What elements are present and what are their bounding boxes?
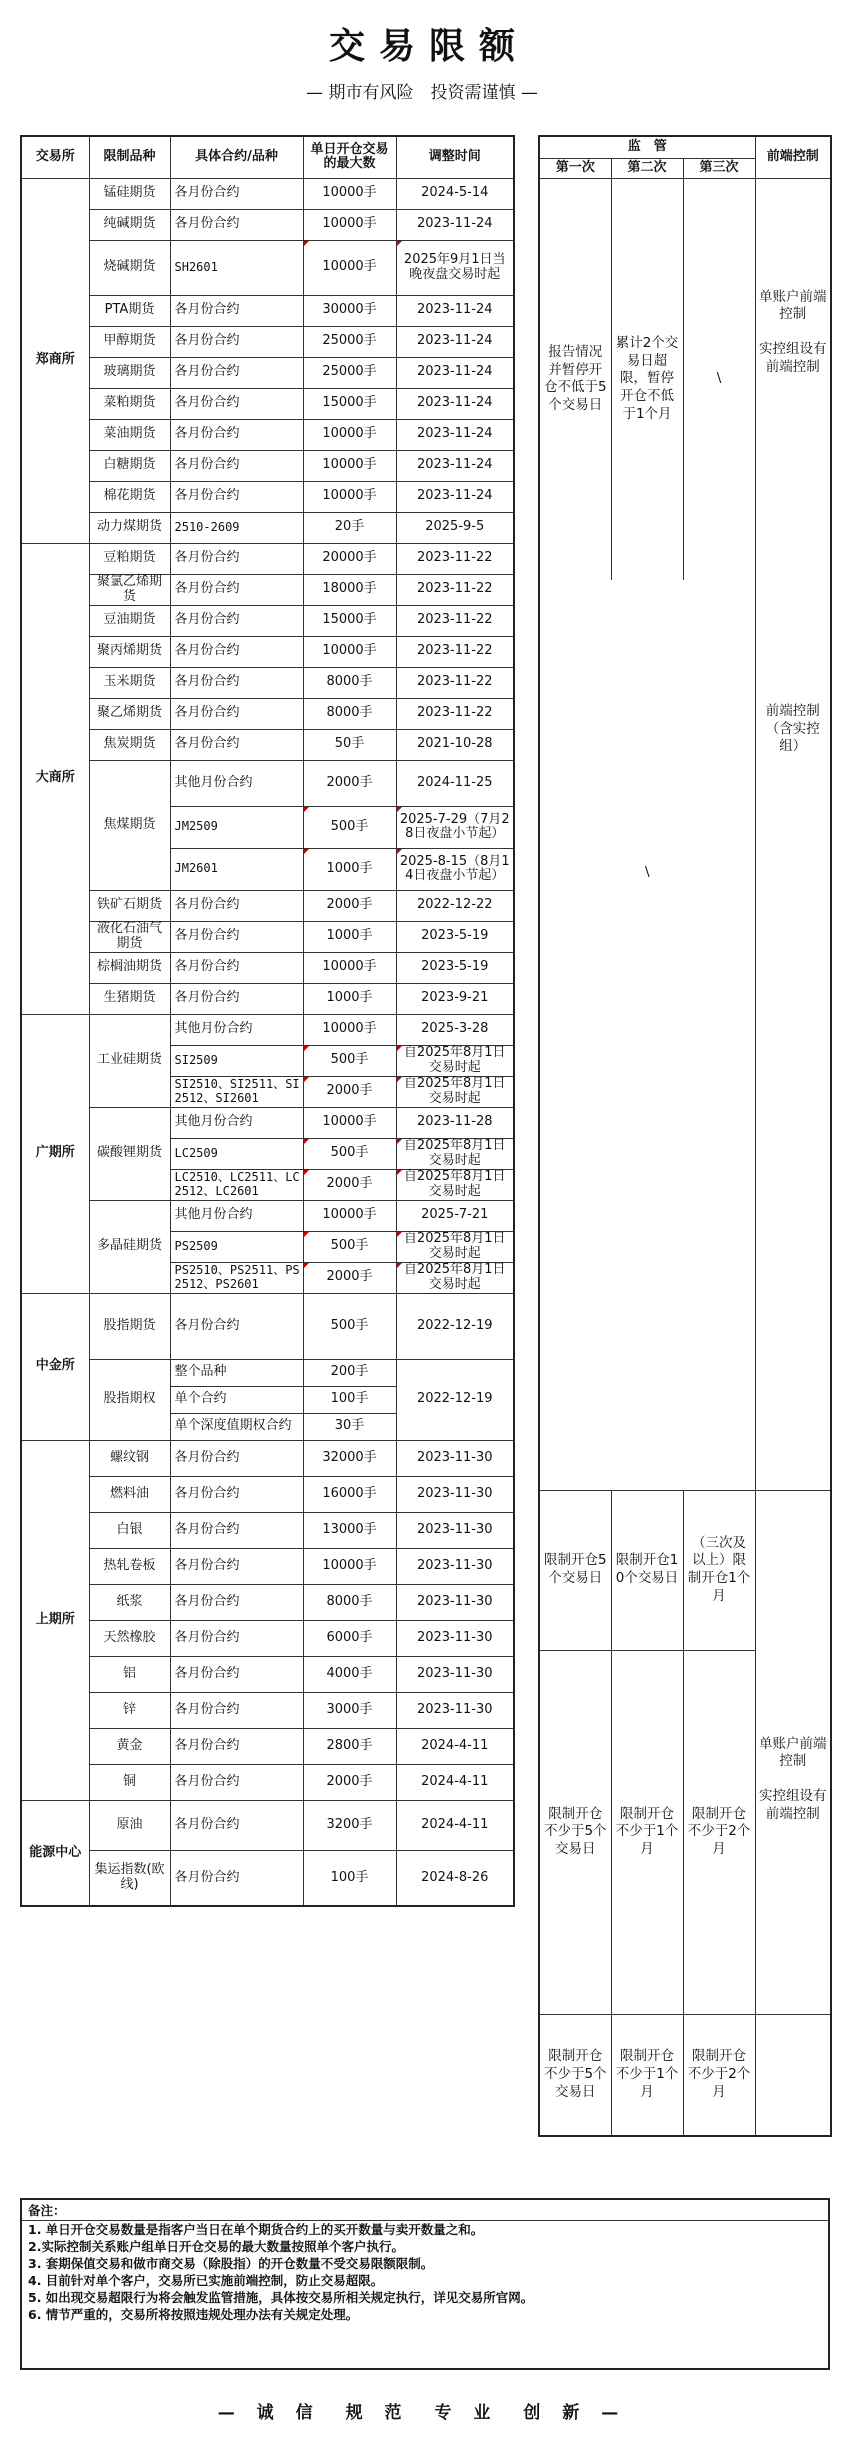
page-title: 交易限额 bbox=[328, 26, 529, 67]
header-exchange: 交易所 bbox=[21, 136, 89, 178]
date-cell: 自2025年8月1日交易时起 bbox=[396, 1138, 514, 1169]
contract-cell: 各月份合约 bbox=[170, 481, 303, 512]
date-cell: 2023-11-30 bbox=[396, 1620, 514, 1656]
limit-cell: 500手 bbox=[303, 1293, 396, 1359]
variety-cell: 燃料油 bbox=[89, 1476, 170, 1512]
contract-cell: 各月份合约 bbox=[170, 357, 303, 388]
variety-cell: 纯碱期货 bbox=[89, 209, 170, 240]
limit-cell: 10000手 bbox=[303, 178, 396, 209]
zce-front-text: 单账户前端控制 实控组设有前端控制 bbox=[759, 288, 827, 375]
variety-cell: 天然橡胶 bbox=[89, 1620, 170, 1656]
ine-first: 限制开仓不少于5个交易日 bbox=[539, 2014, 611, 2136]
limit-cell: 2000手 bbox=[303, 1169, 396, 1200]
notes-lines bbox=[22, 2221, 828, 2323]
variety-cell: 铝 bbox=[89, 1656, 170, 1692]
shfe-second: 限制开仓不少于1个月 bbox=[611, 1650, 683, 2014]
contract-cell: 各月份合约 bbox=[170, 1512, 303, 1548]
variety-cell: 白糖期货 bbox=[89, 450, 170, 481]
date-cell: 2023-11-22 bbox=[396, 698, 514, 729]
variety-cell: 热轧卷板 bbox=[89, 1548, 170, 1584]
table-row bbox=[21, 698, 514, 729]
limit-cell: 3000手 bbox=[303, 1692, 396, 1728]
limit-cell: 500手 bbox=[303, 1138, 396, 1169]
table-row bbox=[21, 1850, 514, 1906]
table-row bbox=[21, 921, 514, 952]
date-cell: 自2025年8月1日交易时起 bbox=[396, 1231, 514, 1262]
table-row bbox=[21, 667, 514, 698]
table-row bbox=[21, 729, 514, 760]
table-row bbox=[21, 512, 514, 543]
shfe-third: 限制开仓不少于2个月 bbox=[683, 1650, 755, 2014]
contract-cell: 各月份合约 bbox=[170, 209, 303, 240]
page-footer: — 诚 信 规 范 专 业 创 新 — bbox=[217, 2403, 627, 2423]
table-row bbox=[21, 1764, 514, 1800]
date-cell: 2025-7-29（7月28日夜盘小节起） bbox=[396, 806, 514, 848]
shfe-first: 限制开仓不少于5个交易日 bbox=[539, 1650, 611, 2014]
date-cell: 2023-11-22 bbox=[396, 543, 514, 574]
date-cell: 2023-11-24 bbox=[396, 481, 514, 512]
variety-cell: 螺纹钢 bbox=[89, 1440, 170, 1476]
cffex-third: （三次及以上）限制开仓1个月 bbox=[683, 1490, 755, 1650]
note-line: 1. 单日开仓交易数量是指客户当日在单个期货合约上的买开数量与卖开数量之和。 bbox=[28, 2222, 484, 2237]
limit-cell: 16000手 bbox=[303, 1476, 396, 1512]
date-cell: 2023-11-24 bbox=[396, 388, 514, 419]
contract-cell: 各月份合约 bbox=[170, 178, 303, 209]
table-row bbox=[21, 1620, 514, 1656]
table-row bbox=[21, 983, 514, 1014]
limit-cell: 10000手 bbox=[303, 1014, 396, 1045]
shfe-front bbox=[755, 703, 831, 2014]
contract-cell: 各月份合约 bbox=[170, 543, 303, 574]
limit-cell: 2000手 bbox=[303, 890, 396, 921]
table-row bbox=[21, 178, 514, 209]
limit-cell: 30手 bbox=[303, 1413, 396, 1440]
table-row bbox=[21, 1440, 514, 1476]
contract-cell: 各月份合约 bbox=[170, 1293, 303, 1359]
contract-cell: 各月份合约 bbox=[170, 1620, 303, 1656]
dce-gfex-monitor: \ bbox=[539, 580, 755, 1166]
table-row bbox=[21, 1728, 514, 1764]
contract-cell: 各月份合约 bbox=[170, 1584, 303, 1620]
date-cell: 2023-11-24 bbox=[396, 357, 514, 388]
zce-first: 报告情况并暂停开仓不低于5个交易日 bbox=[539, 178, 611, 580]
limit-cell: 10000手 bbox=[303, 1548, 396, 1584]
dce-front-text: 前端控制（含实控组） bbox=[765, 703, 820, 755]
contract-cell: 其他月份合约 bbox=[170, 1014, 303, 1045]
date-cell: 2023-11-30 bbox=[396, 1440, 514, 1476]
limit-cell: 32000手 bbox=[303, 1440, 396, 1476]
variety-cell: 液化石油气期货 bbox=[89, 921, 170, 952]
header-second: 第二次 bbox=[611, 158, 683, 178]
contract-cell: PS2510、PS2511、PS2512、PS2601 bbox=[170, 1262, 303, 1293]
ine-second: 限制开仓不少于1个月 bbox=[611, 2014, 683, 2136]
table-row bbox=[21, 326, 514, 357]
exchange-cell: 大商所 bbox=[21, 543, 89, 1014]
variety-cell: 碳酸锂期货 bbox=[89, 1107, 170, 1200]
limit-cell: 10000手 bbox=[303, 240, 396, 295]
variety-cell: 烧碱期货 bbox=[89, 240, 170, 295]
note-line: 6. 情节严重的，交易所将按照违规处理办法有关规定处理。 bbox=[28, 2307, 359, 2322]
date-cell: 2025-3-28 bbox=[396, 1014, 514, 1045]
variety-cell: 股指期权 bbox=[89, 1359, 170, 1440]
limit-cell: 25000手 bbox=[303, 326, 396, 357]
contract-cell: 各月份合约 bbox=[170, 1850, 303, 1906]
exchange-cell: 中金所 bbox=[21, 1293, 89, 1440]
limit-cell: 10000手 bbox=[303, 481, 396, 512]
limit-cell: 18000手 bbox=[303, 574, 396, 605]
date-cell: 2025-8-15（8月14日夜盘小节起） bbox=[396, 848, 514, 890]
date-cell: 2023-11-22 bbox=[396, 574, 514, 605]
contract-cell: 其他月份合约 bbox=[170, 1107, 303, 1138]
variety-cell: 焦炭期货 bbox=[89, 729, 170, 760]
contract-cell: SI2510、SI2511、SI2512、SI2601 bbox=[170, 1076, 303, 1107]
table-row bbox=[21, 760, 514, 806]
table-row bbox=[21, 952, 514, 983]
limit-cell: 13000手 bbox=[303, 1512, 396, 1548]
limit-cell: 2000手 bbox=[303, 1262, 396, 1293]
variety-cell: 玉米期货 bbox=[89, 667, 170, 698]
ine-third: 限制开仓不少于2个月 bbox=[683, 2014, 755, 2136]
contract-cell: 各月份合约 bbox=[170, 326, 303, 357]
limit-cell: 10000手 bbox=[303, 419, 396, 450]
contract-cell: SI2509 bbox=[170, 1045, 303, 1076]
table-row bbox=[21, 1512, 514, 1548]
notes-title: 备注： bbox=[22, 2200, 828, 2221]
table-row bbox=[21, 890, 514, 921]
limit-cell: 20手 bbox=[303, 512, 396, 543]
contract-cell: 各月份合约 bbox=[170, 636, 303, 667]
limit-cell: 1000手 bbox=[303, 848, 396, 890]
limit-cell: 15000手 bbox=[303, 388, 396, 419]
limit-cell: 1000手 bbox=[303, 983, 396, 1014]
variety-cell: 棉花期货 bbox=[89, 481, 170, 512]
limit-cell: 100手 bbox=[303, 1850, 396, 1906]
contract-cell: 各月份合约 bbox=[170, 890, 303, 921]
header-variety: 限制品种 bbox=[89, 136, 170, 178]
variety-cell: 生猪期货 bbox=[89, 983, 170, 1014]
variety-cell: 白银 bbox=[89, 1512, 170, 1548]
contract-cell: LC2509 bbox=[170, 1138, 303, 1169]
header-limit: 单日开仓交易的最大数 bbox=[303, 136, 396, 178]
table-row bbox=[21, 240, 514, 295]
table-row bbox=[21, 574, 514, 605]
date-cell: 2023-11-30 bbox=[396, 1584, 514, 1620]
date-cell: 2023-11-30 bbox=[396, 1548, 514, 1584]
contract-cell: 整个品种 bbox=[170, 1359, 303, 1386]
table-row bbox=[21, 1692, 514, 1728]
contract-cell: 各月份合约 bbox=[170, 952, 303, 983]
variety-cell: 锰硅期货 bbox=[89, 178, 170, 209]
date-cell: 2023-5-19 bbox=[396, 952, 514, 983]
contract-cell: 各月份合约 bbox=[170, 667, 303, 698]
contract-cell: LC2510、LC2511、LC2512、LC2601 bbox=[170, 1169, 303, 1200]
variety-cell: 锌 bbox=[89, 1692, 170, 1728]
date-cell: 2022-12-19 bbox=[396, 1293, 514, 1359]
header-frontend: 前端控制 bbox=[755, 136, 831, 178]
contract-cell: 各月份合约 bbox=[170, 1476, 303, 1512]
contract-cell: 各月份合约 bbox=[170, 1440, 303, 1476]
gfex-blank bbox=[539, 1166, 755, 1490]
limit-cell: 10000手 bbox=[303, 636, 396, 667]
zce-front bbox=[755, 178, 831, 1490]
contract-cell: 各月份合约 bbox=[170, 574, 303, 605]
limit-cell: 8000手 bbox=[303, 698, 396, 729]
date-cell: 2023-11-28 bbox=[396, 1107, 514, 1138]
note-line: 5. 如出现交易超限行为将会触发监管措施，具体按交易所相关规定执行，详见交易所官网。 bbox=[28, 2290, 534, 2305]
variety-cell: 工业硅期货 bbox=[89, 1014, 170, 1107]
variety-cell: 原油 bbox=[89, 1800, 170, 1850]
limit-table bbox=[20, 135, 515, 1907]
date-cell: 自2025年8月1日交易时起 bbox=[396, 1169, 514, 1200]
table-row bbox=[21, 481, 514, 512]
note-line: 4. 目前针对单个客户，交易所已实施前端控制，防止交易超限。 bbox=[28, 2273, 384, 2288]
date-cell: 2023-11-24 bbox=[396, 295, 514, 326]
limit-cell: 30000手 bbox=[303, 295, 396, 326]
page-subtitle: — 期市有风险 投资需谨慎 — bbox=[306, 83, 538, 103]
exchange-cell: 上期所 bbox=[21, 1440, 89, 1800]
limit-cell: 10000手 bbox=[303, 1200, 396, 1231]
variety-cell: 股指期货 bbox=[89, 1293, 170, 1359]
variety-cell: PTA期货 bbox=[89, 295, 170, 326]
table-row bbox=[21, 605, 514, 636]
contract-cell: 其他月份合约 bbox=[170, 1200, 303, 1231]
contract-cell: 各月份合约 bbox=[170, 921, 303, 952]
notes-box bbox=[20, 2198, 830, 2370]
contract-cell: 各月份合约 bbox=[170, 450, 303, 481]
table-row bbox=[21, 543, 514, 574]
contract-cell: 各月份合约 bbox=[170, 388, 303, 419]
date-cell: 2023-11-24 bbox=[396, 326, 514, 357]
limit-cell: 500手 bbox=[303, 1231, 396, 1262]
contract-cell: JM2509 bbox=[170, 806, 303, 848]
table-row bbox=[21, 636, 514, 667]
contract-cell: 各月份合约 bbox=[170, 729, 303, 760]
variety-cell: 棕榈油期货 bbox=[89, 952, 170, 983]
shfe-front-text: 单账户前端控制 实控组设有前端控制 bbox=[759, 1735, 827, 1822]
date-cell: 2023-11-24 bbox=[396, 419, 514, 450]
date-cell: 2024-4-11 bbox=[396, 1800, 514, 1850]
contract-cell: 各月份合约 bbox=[170, 1656, 303, 1692]
contract-cell: SH2601 bbox=[170, 240, 303, 295]
date-cell: 自2025年8月1日交易时起 bbox=[396, 1045, 514, 1076]
table-row bbox=[21, 295, 514, 326]
contract-cell: 各月份合约 bbox=[170, 419, 303, 450]
table-row bbox=[21, 1359, 514, 1386]
date-cell: 2024-5-14 bbox=[396, 178, 514, 209]
limit-cell: 10000手 bbox=[303, 1107, 396, 1138]
variety-cell: 豆油期货 bbox=[89, 605, 170, 636]
date-cell: 2022-12-22 bbox=[396, 890, 514, 921]
variety-cell: 聚乙烯期货 bbox=[89, 698, 170, 729]
date-cell: 2024-8-26 bbox=[396, 1850, 514, 1906]
date-cell: 2023-11-22 bbox=[396, 667, 514, 698]
variety-cell: 纸浆 bbox=[89, 1584, 170, 1620]
limit-cell: 8000手 bbox=[303, 667, 396, 698]
limit-cell: 8000手 bbox=[303, 1584, 396, 1620]
exchange-cell: 郑商所 bbox=[21, 178, 89, 543]
contract-cell: 单个深度值期权合约 bbox=[170, 1413, 303, 1440]
header-monitor: 监 管 bbox=[539, 136, 755, 158]
date-cell: 自2025年8月1日交易时起 bbox=[396, 1076, 514, 1107]
variety-cell: 菜油期货 bbox=[89, 419, 170, 450]
date-cell: 2021-10-28 bbox=[396, 729, 514, 760]
zce-third: \ bbox=[683, 178, 755, 580]
contract-cell: 单个合约 bbox=[170, 1386, 303, 1413]
date-cell: 2023-11-30 bbox=[396, 1692, 514, 1728]
variety-cell: 集运指数(欧线) bbox=[89, 1850, 170, 1906]
date-cell: 自2025年8月1日交易时起 bbox=[396, 1262, 514, 1293]
contract-cell: 各月份合约 bbox=[170, 1548, 303, 1584]
date-cell: 2023-5-19 bbox=[396, 921, 514, 952]
date-cell: 2024-4-11 bbox=[396, 1728, 514, 1764]
variety-cell: 焦煤期货 bbox=[89, 760, 170, 890]
contract-cell: 各月份合约 bbox=[170, 1692, 303, 1728]
table-row bbox=[21, 1584, 514, 1620]
variety-cell: 黄金 bbox=[89, 1728, 170, 1764]
variety-cell: 玻璃期货 bbox=[89, 357, 170, 388]
date-cell: 2023-11-30 bbox=[396, 1512, 514, 1548]
cffex-second: 限制开仓10个交易日 bbox=[611, 1490, 683, 1650]
cffex-first: 限制开仓5个交易日 bbox=[539, 1490, 611, 1650]
date-cell: 2023-11-24 bbox=[396, 209, 514, 240]
date-cell: 2024-11-25 bbox=[396, 760, 514, 806]
date-cell: 2024-4-11 bbox=[396, 1764, 514, 1800]
table-row bbox=[21, 209, 514, 240]
limit-cell: 500手 bbox=[303, 1045, 396, 1076]
limit-cell: 10000手 bbox=[303, 952, 396, 983]
limit-cell: 6000手 bbox=[303, 1620, 396, 1656]
limit-cell: 50手 bbox=[303, 729, 396, 760]
variety-cell: 动力煤期货 bbox=[89, 512, 170, 543]
limit-cell: 2000手 bbox=[303, 1764, 396, 1800]
variety-cell: 铜 bbox=[89, 1764, 170, 1800]
header-date: 调整时间 bbox=[396, 136, 514, 178]
limit-cell: 1000手 bbox=[303, 921, 396, 952]
table-row bbox=[21, 1476, 514, 1512]
contract-cell: 各月份合约 bbox=[170, 1728, 303, 1764]
contract-cell: 各月份合约 bbox=[170, 698, 303, 729]
table-row bbox=[21, 1800, 514, 1850]
ine-front bbox=[755, 2014, 831, 2136]
monitor-table bbox=[538, 135, 832, 2137]
limit-cell: 10000手 bbox=[303, 209, 396, 240]
limit-cell: 500手 bbox=[303, 806, 396, 848]
limit-cell: 100手 bbox=[303, 1386, 396, 1413]
limit-cell: 2000手 bbox=[303, 1076, 396, 1107]
limit-cell: 20000手 bbox=[303, 543, 396, 574]
header-first: 第一次 bbox=[539, 158, 611, 178]
variety-cell: 聚氯乙烯期货 bbox=[89, 574, 170, 605]
contract-cell: 各月份合约 bbox=[170, 1764, 303, 1800]
table-row bbox=[21, 419, 514, 450]
table-row bbox=[21, 1293, 514, 1359]
date-cell: 2023-11-22 bbox=[396, 605, 514, 636]
variety-cell: 多晶硅期货 bbox=[89, 1200, 170, 1293]
contract-cell: 各月份合约 bbox=[170, 295, 303, 326]
date-cell: 2022-12-19 bbox=[396, 1359, 514, 1440]
limit-cell: 2800手 bbox=[303, 1728, 396, 1764]
date-cell: 2023-11-30 bbox=[396, 1476, 514, 1512]
note-line: 3. 套期保值交易和做市商交易（除股指）的开仓数量不受交易限额限制。 bbox=[28, 2256, 434, 2271]
table-row bbox=[21, 1014, 514, 1045]
limit-cell: 200手 bbox=[303, 1359, 396, 1386]
variety-cell: 豆粕期货 bbox=[89, 543, 170, 574]
note-line: 2.实际控制关系账户组单日开仓交易的最大数量按照单个客户执行。 bbox=[28, 2239, 404, 2254]
exchange-cell: 能源中心 bbox=[21, 1800, 89, 1906]
date-cell: 2023-11-22 bbox=[396, 636, 514, 667]
header-third: 第三次 bbox=[683, 158, 755, 178]
limit-cell: 3200手 bbox=[303, 1800, 396, 1850]
variety-cell: 铁矿石期货 bbox=[89, 890, 170, 921]
contract-cell: 各月份合约 bbox=[170, 1800, 303, 1850]
contract-cell: 2510-2609 bbox=[170, 512, 303, 543]
date-cell: 2023-11-24 bbox=[396, 450, 514, 481]
table-row bbox=[21, 357, 514, 388]
variety-cell: 菜粕期货 bbox=[89, 388, 170, 419]
date-cell: 2025-9-5 bbox=[396, 512, 514, 543]
table-row bbox=[21, 1107, 514, 1138]
contract-cell: 各月份合约 bbox=[170, 605, 303, 636]
limit-cell: 15000手 bbox=[303, 605, 396, 636]
variety-cell: 聚丙烯期货 bbox=[89, 636, 170, 667]
limit-cell: 4000手 bbox=[303, 1656, 396, 1692]
date-cell: 2023-11-30 bbox=[396, 1656, 514, 1692]
table-row bbox=[21, 450, 514, 481]
table-row bbox=[21, 1200, 514, 1231]
contract-cell: PS2509 bbox=[170, 1231, 303, 1262]
limit-cell: 10000手 bbox=[303, 450, 396, 481]
date-cell: 2025年9月1日当晚夜盘交易时起 bbox=[396, 240, 514, 295]
limit-cell: 2000手 bbox=[303, 760, 396, 806]
exchange-cell: 广期所 bbox=[21, 1014, 89, 1293]
table-row bbox=[21, 1656, 514, 1692]
date-cell: 2025-7-21 bbox=[396, 1200, 514, 1231]
contract-cell: JM2601 bbox=[170, 848, 303, 890]
contract-cell: 其他月份合约 bbox=[170, 760, 303, 806]
variety-cell: 甲醇期货 bbox=[89, 326, 170, 357]
contract-cell: 各月份合约 bbox=[170, 983, 303, 1014]
table-row bbox=[21, 388, 514, 419]
zce-second: 累计2个交易日超限，暂停开仓不低于1个月 bbox=[611, 178, 683, 580]
header-contract: 具体合约/品种 bbox=[170, 136, 303, 178]
table-row bbox=[21, 1548, 514, 1584]
date-cell: 2023-9-21 bbox=[396, 983, 514, 1014]
limit-cell: 25000手 bbox=[303, 357, 396, 388]
